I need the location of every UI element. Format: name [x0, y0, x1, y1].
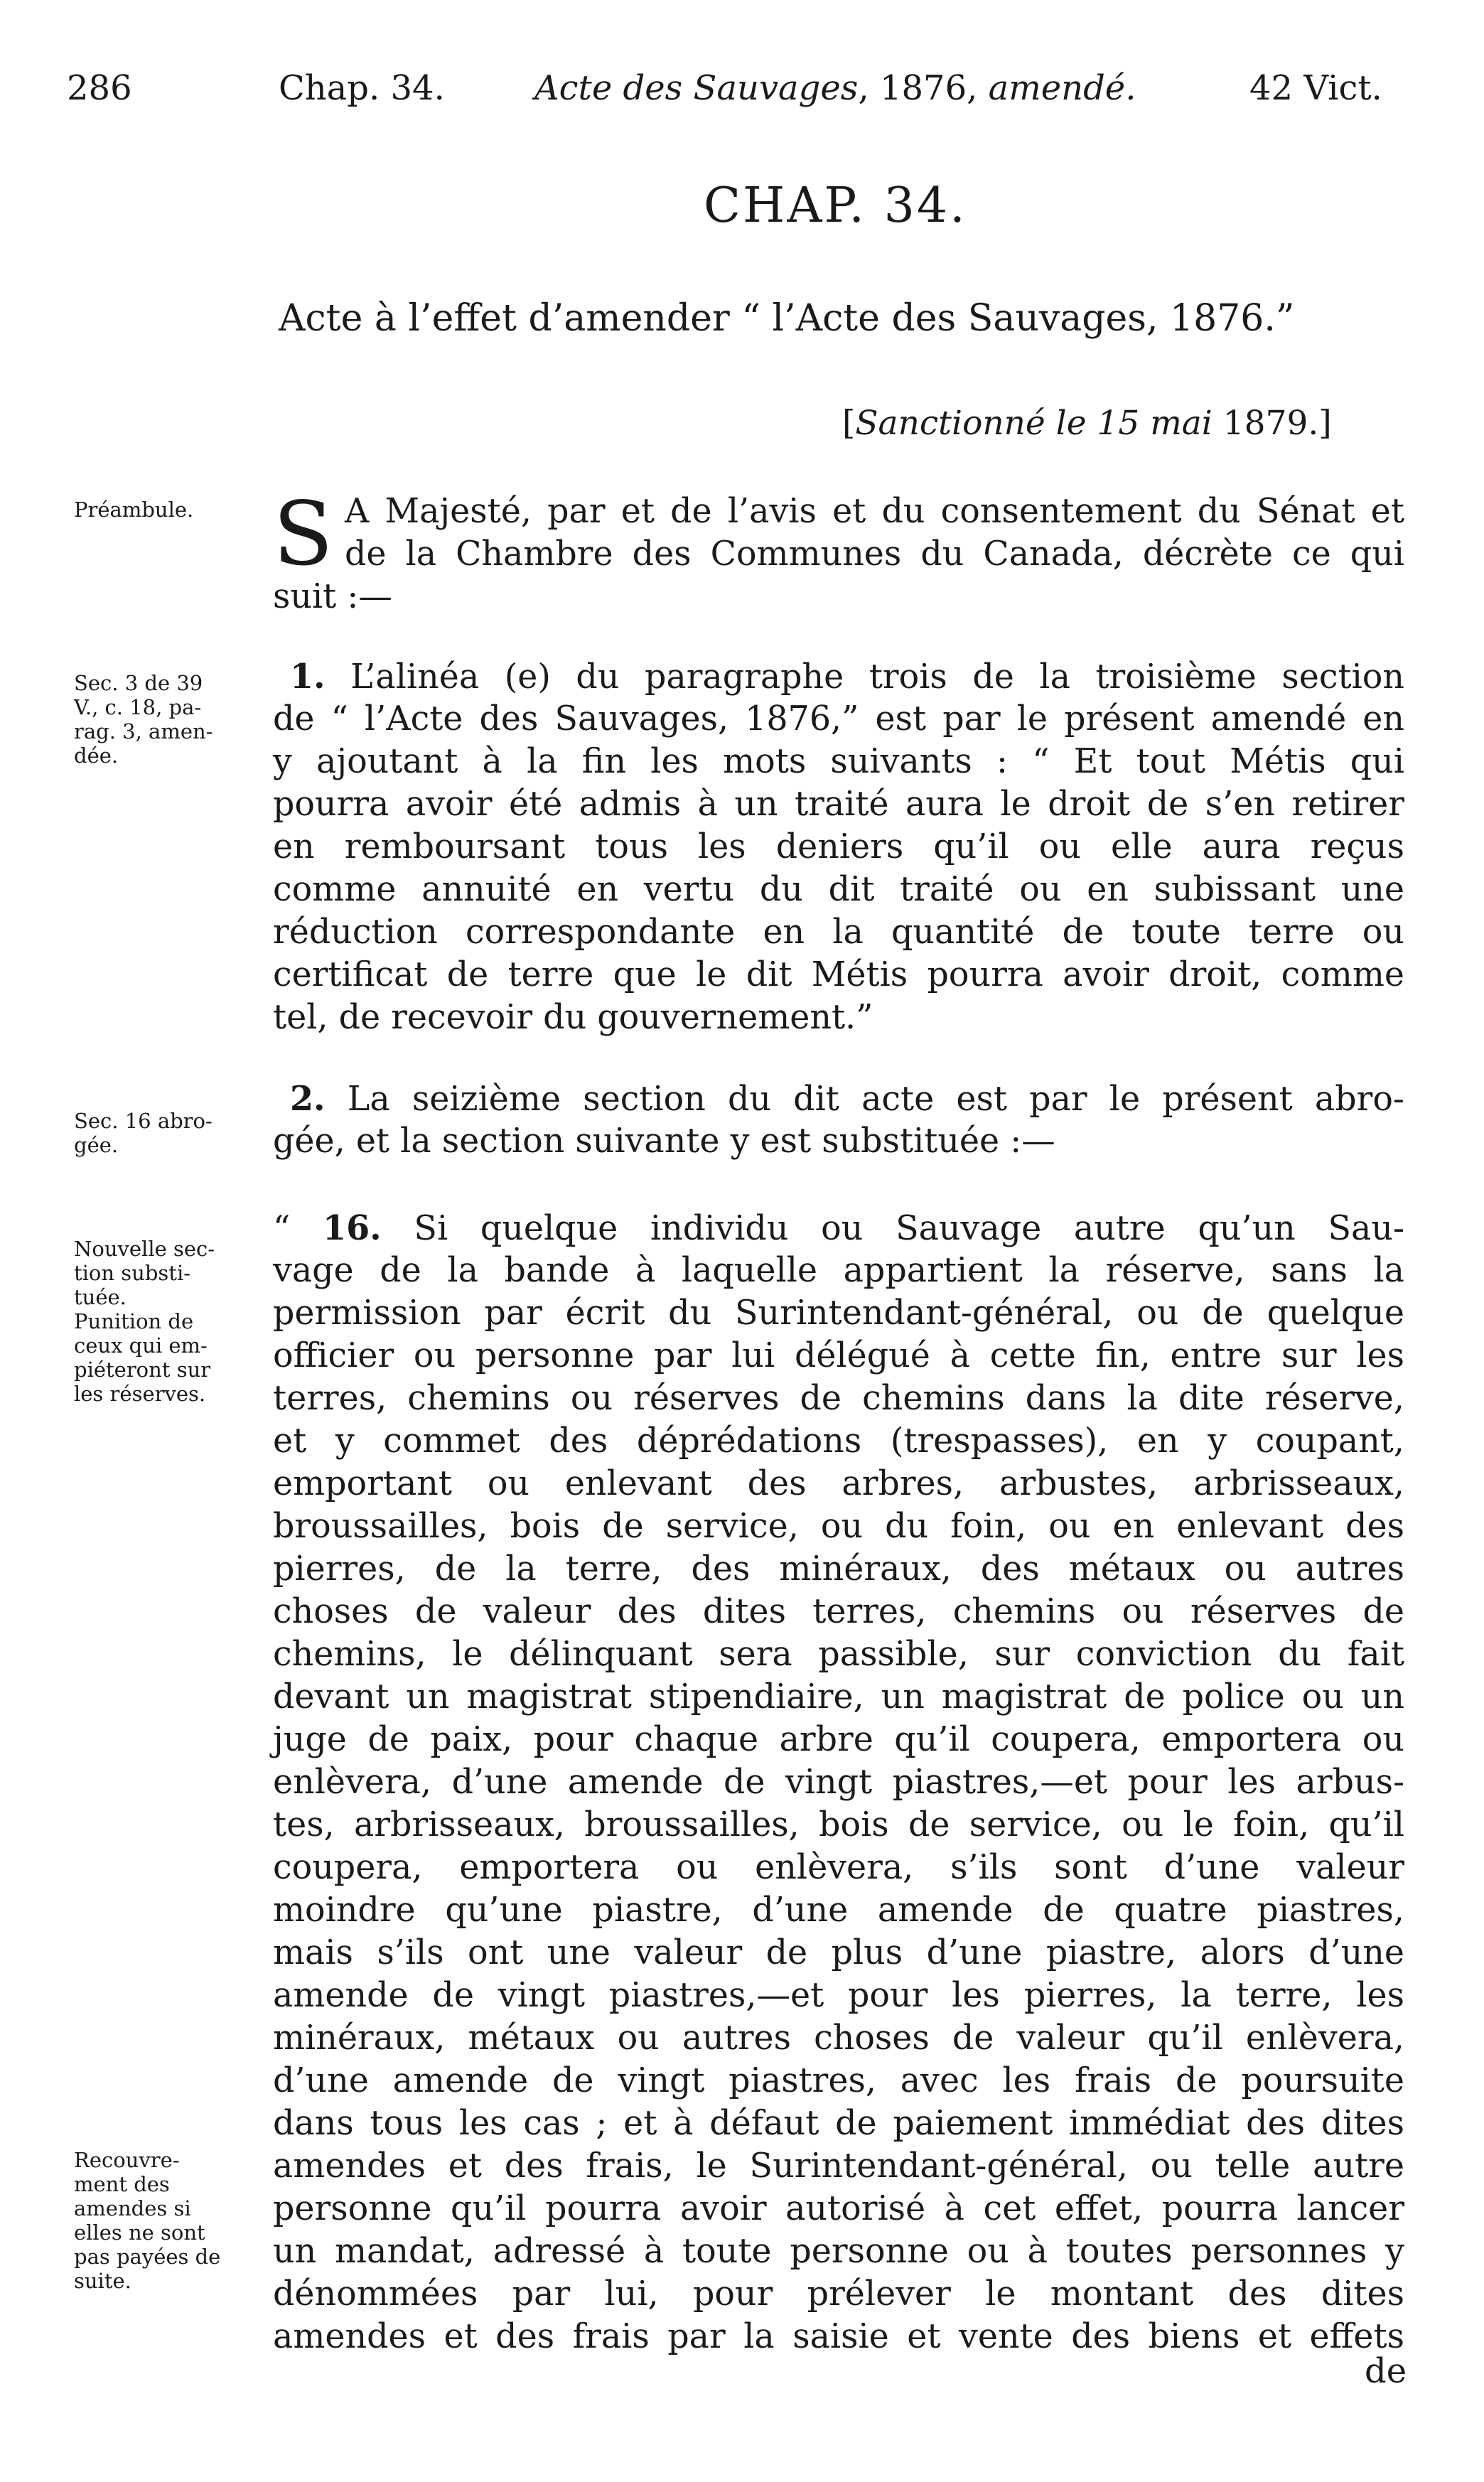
- section-line: tel, de recevoir du gouvernement.”: [273, 998, 873, 1037]
- margin-note-line: dée.: [74, 743, 119, 768]
- section-line: personne qu’il pourra avoir autorisé à cet effet, pourra lancer: [273, 2189, 1404, 2228]
- margin-note-line: V., c. 18, pa-: [74, 695, 202, 719]
- margin-note-line: tion substi-: [74, 1261, 191, 1285]
- section-line: dénommées par lui, pour prélever le montant des dites: [273, 2274, 1404, 2314]
- margin-note-line: rag. 3, amen-: [74, 719, 213, 743]
- section-line: pourra avoir été admis à un traité aura le droit de s’en retirer: [273, 785, 1404, 824]
- sanction-rest: 1879.]: [1212, 404, 1332, 443]
- act-title: Acte à l’effet d’amender “ l’Acte des Sauvages, 1876.”: [279, 297, 1295, 340]
- section-line: chemins, le délinquant sera passible, sur conviction du fait: [273, 1635, 1404, 1674]
- section-line: certificat de terre que le dit Métis pourra avoir droit, comme: [273, 955, 1404, 994]
- margin-note-sec16: [74, 1109, 213, 1157]
- margin-note-sec3: [74, 671, 213, 768]
- section-number: 16.: [323, 1208, 382, 1248]
- section-number: 2.: [290, 1079, 326, 1119]
- margin-note-line: Préambule.: [74, 498, 194, 522]
- section-line: vage de la bande à laquelle appartient la réserve, sans la: [273, 1251, 1404, 1290]
- section-line: d’une amende de vingt piastres, avec les frais de poursuite: [273, 2061, 1404, 2100]
- running-chapter: Chap. 34.: [279, 68, 445, 108]
- section-line: et y commet des déprédations (trespasses), en y coupant,: [273, 1422, 1404, 1461]
- section-line: dans tous les cas ; et à défaut de paiement immédiat des dites: [273, 2104, 1404, 2143]
- section-line: officier ou personne par lui délégué à cette fin, entre sur les: [273, 1336, 1404, 1375]
- section-line: amendes et des frais par la saisie et vente des biens et effets: [273, 2317, 1404, 2356]
- margin-note-line: tuée.: [74, 1285, 127, 1309]
- section-line: comme annuité en vertu du dit traité ou en subissant une: [273, 870, 1404, 909]
- margin-note-line: gée.: [74, 1133, 119, 1157]
- margin-note-line: Sec. 3 de 39: [74, 671, 203, 695]
- section-line: amende de vingt piastres,—et pour les pierres, la terre, les: [273, 1976, 1404, 2015]
- margin-note-line: piéteront sur: [74, 1358, 211, 1382]
- sanction-italic: Sanctionné le 15 mai: [855, 404, 1213, 443]
- section-line: mais s’ils ont une valeur de plus d’une piastre, alors d’une: [273, 1933, 1404, 1972]
- section-line: devant un magistrat stipendiaire, un magistrat de police ou un: [273, 1677, 1404, 1717]
- margin-note-recovery: [74, 2148, 220, 2293]
- margin-note-line: Punition de: [74, 1309, 194, 1333]
- preamble-line: suit :—: [273, 577, 392, 616]
- margin-note-line: Nouvelle sec-: [74, 1237, 215, 1261]
- running-title-italic: Acte des Sauvages: [534, 68, 859, 108]
- sanction-open: [: [842, 404, 856, 443]
- section-line: un mandat, adressé à toute personne ou à toutes personnes y: [273, 2232, 1404, 2271]
- section-line: permission par écrit du Surintendant-général, ou de quelque: [273, 1294, 1404, 1333]
- margin-note-line: suite.: [74, 2269, 131, 2293]
- section-line: [273, 1078, 1404, 1120]
- section-line: broussailles, bois de service, ou du foin, ou en enlevant des: [273, 1507, 1404, 1546]
- regnal-year: 42 Vict.: [1249, 68, 1382, 108]
- drop-cap: S: [273, 483, 333, 586]
- margin-note-line: pas payées de: [74, 2245, 221, 2269]
- section-line: réduction correspondante en la quantité de toute terre ou: [273, 913, 1404, 952]
- margin-note-line: ment des: [74, 2172, 170, 2196]
- sanction-date: [842, 404, 1332, 443]
- margin-note-preamble: [74, 498, 193, 522]
- section-line: amendes et des frais, le Surintendant-général, ou telle autre: [273, 2147, 1404, 2186]
- section-line: de “ l’Acte des Sauvages, 1876,” est par le présent amendé en: [273, 699, 1404, 738]
- section-line: minéraux, métaux ou autres choses de valeur qu’il enlèvera,: [273, 2019, 1404, 2058]
- section-text: L’alinéa (e) du paragraphe trois de la troisième section: [350, 657, 1404, 697]
- margin-note-line: ceux qui em-: [74, 1333, 208, 1358]
- section-1: [273, 655, 1404, 1039]
- margin-note-line: Sec. 16 abro-: [74, 1109, 213, 1133]
- section-text: La seizième section du dit acte est par le présent abro-: [347, 1080, 1404, 1119]
- margin-note-line: amendes si: [74, 2196, 191, 2220]
- section-line: moindre qu’une piastre, d’une amende de quatre piastres,: [273, 1891, 1404, 1930]
- section-line: en remboursant tous les deniers qu’il ou elle aura reçus: [273, 827, 1404, 866]
- margin-note-line: Recouvre-: [74, 2148, 180, 2172]
- preamble-line: de la Chambre des Communes du Canada, décrète ce qui: [344, 534, 1404, 574]
- running-title-amended: amendé.: [988, 68, 1136, 108]
- section-line: “ 16. Si quelque individu ou Sauvage autre qu’un Sau-: [273, 1208, 1404, 1248]
- page-number: 286: [67, 68, 132, 108]
- section-line: coupera, emportera ou enlèvera, s’ils sont d’une valeur: [273, 1848, 1404, 1887]
- chapter-title: CHAP. 34.: [704, 178, 967, 234]
- section-line: gée, et la section suivante y est substituée :—: [273, 1122, 1055, 1161]
- section-line: enlèvera, d’une amende de vingt piastres,—et pour les arbus-: [273, 1763, 1404, 1802]
- section-number: 1.: [290, 657, 326, 697]
- catchword: de: [1365, 2351, 1407, 2391]
- running-title-year: , 1876,: [858, 68, 989, 108]
- preamble-line: A Majesté, par et de l’avis et du consentement du Sénat et: [344, 492, 1404, 531]
- section-line: [273, 655, 1404, 698]
- section-line: terres, chemins ou réserves de chemins dans la dite réserve,: [273, 1379, 1404, 1418]
- preamble: [273, 483, 1404, 618]
- section-16: [273, 1207, 1404, 2358]
- margin-note-line: elles ne sont: [74, 2220, 205, 2245]
- section-line: pierres, de la terre, des minéraux, des métaux ou autres: [273, 1549, 1404, 1589]
- section-line: emportant ou enlevant des arbres, arbustes, arbrisseaux,: [273, 1464, 1404, 1503]
- section-line: tes, arbrisseaux, broussailles, bois de service, ou le foin, qu’il: [273, 1805, 1404, 1844]
- section-2: [273, 1078, 1404, 1163]
- section-line: choses de valeur des dites terres, chemins ou réserves de: [273, 1592, 1404, 1631]
- section-line: y ajoutant à la fin les mots suivants : “ Et tout Métis qui: [273, 742, 1404, 781]
- running-title: [534, 68, 1136, 108]
- section-line: juge de paix, pour chaque arbre qu’il coupera, emportera ou: [273, 1720, 1404, 1759]
- section-text: Si quelque individu ou Sauvage autre qu’un Sau-: [414, 1209, 1404, 1248]
- margin-note-line: les réserves.: [74, 1382, 206, 1406]
- margin-note-new-section: [74, 1237, 215, 1406]
